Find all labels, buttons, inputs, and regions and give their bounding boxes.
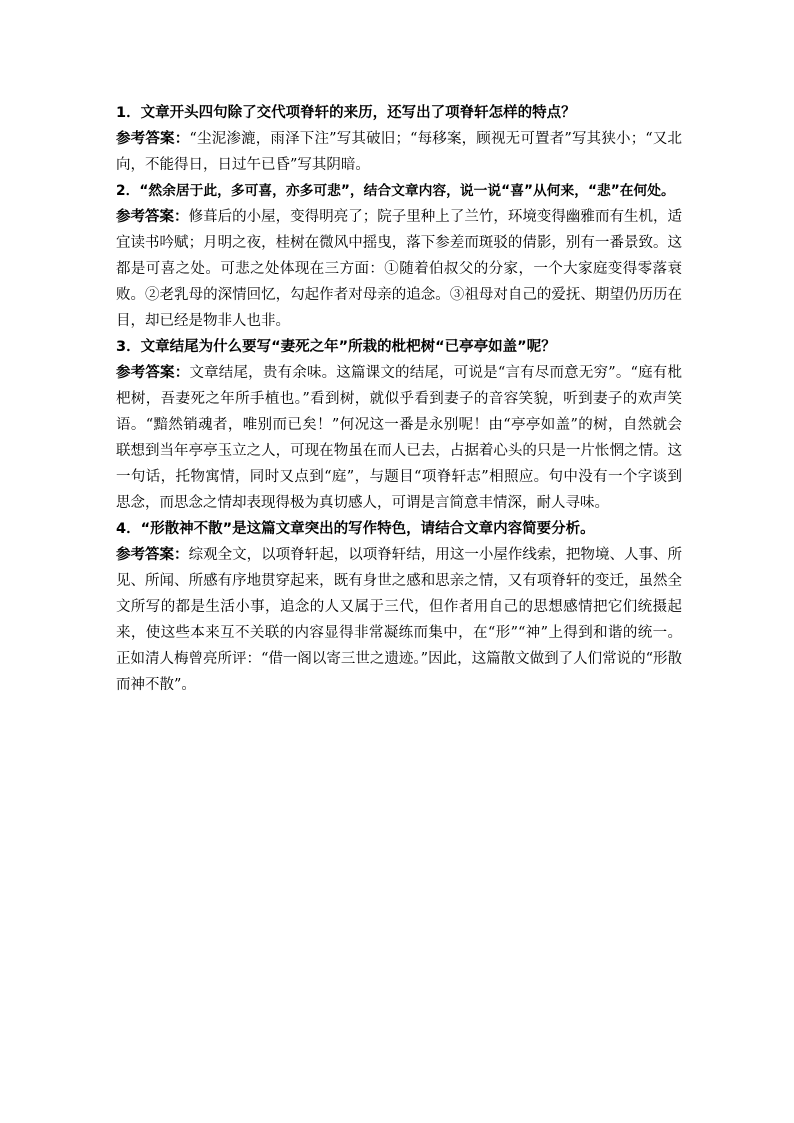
question-number: 3． xyxy=(116,339,141,355)
question-text: “形散神不散”是这篇文章突出的写作特色，请结合文章内容简要分析。 xyxy=(140,521,595,537)
answer-text: 文章结尾，贵有余味。这篇课文的结尾，可说是“言有尽而意无穷”。“庭有枇杷树，吾妻死之年所手植也。”看到树，就似乎看到妻子的音容笑貌，听到妻子的欢声笑语。“黯然销魂者，唯别而已矣！”何况这一番是永别呢！由“亭亭如盖”的树，自然就会联想到当年亭亭玉立之人，可现在物虽在而人已去，占据着心头的只是一片怅惘之情。这一句话，托物寓情，同时又点到“庭”，与题目“项脊轩志”相照应。句中没有一个字谈到思念，而思念之情却表现得极为真切感人，可谓是言简意丰情深，耐人寻味。 xyxy=(116,365,682,511)
answer-2 xyxy=(116,204,682,334)
question-text: 文章结尾为什么要写“妻死之年”所栽的枇杷树“已亭亭如盖”呢？ xyxy=(140,339,556,355)
question-number: 1． xyxy=(116,105,141,121)
question-block-2 xyxy=(116,178,682,334)
question-block-3 xyxy=(116,334,682,516)
answer-label: 参考答案： xyxy=(116,209,189,225)
question-2 xyxy=(116,178,682,204)
question-number: 2． xyxy=(116,183,140,199)
answer-label: 参考答案： xyxy=(116,547,189,563)
answer-label: 参考答案： xyxy=(116,365,190,381)
question-number: 4． xyxy=(116,521,141,537)
answer-3 xyxy=(116,360,682,516)
question-3 xyxy=(116,334,682,360)
question-block-1 xyxy=(116,100,682,178)
answer-text: “尘泥渗漉，雨泽下注”写其破旧；“每移案，顾视无可置者”写其狭小；“又北向，不能得日，日过午已昏”写其阴暗。 xyxy=(116,131,683,173)
answer-text: 修葺后的小屋，变得明亮了；院子里种上了兰竹，环境变得幽雅而有生机，适宜读书吟赋；月明之夜，桂树在微风中摇曳，落下参差而斑驳的倩影，别有一番景致。这都是可喜之处。可悲之处体现在三方面：①随着伯叔父的分家，一个大家庭变得零落衰败。②老乳母的深情回忆，勾起作者对母亲的追念。③祖母对自己的爱抚、期望仍历历在目，却已经是物非人也非。 xyxy=(116,209,683,329)
question-text: “然余居于此，多可喜，亦多可悲”，结合文章内容，说一说“喜”从何来，“悲”在何处。 xyxy=(139,183,675,199)
answer-text: 综观全文，以项脊轩起，以项脊轩结，用这一小屋作线索，把物境、人事、所见、所闻、所感有序地贯穿起来，既有身世之感和思亲之情，又有项脊轩的变迁，虽然全文所写的都是生活小事，追念的人又属于三代，但作者用自己的思想感情把它们统摄起来，使这些本来互不关联的内容显得非常凝练而集中，在“形”“神”上得到和谐的统一。正如清人梅曾亮所评：“借一阁以寄三世之遗迹。”因此，这篇散文做到了人们常说的“形散而神不散”。 xyxy=(116,547,683,693)
answer-label: 参考答案： xyxy=(116,131,190,147)
question-4 xyxy=(116,516,682,542)
question-1 xyxy=(116,100,682,126)
document-content xyxy=(116,100,682,698)
answer-4 xyxy=(116,542,682,698)
answer-1 xyxy=(116,126,682,178)
question-block-4 xyxy=(116,516,682,698)
question-text: 文章开头四句除了交代项脊轩的来历，还写出了项脊轩怎样的特点？ xyxy=(140,105,576,121)
